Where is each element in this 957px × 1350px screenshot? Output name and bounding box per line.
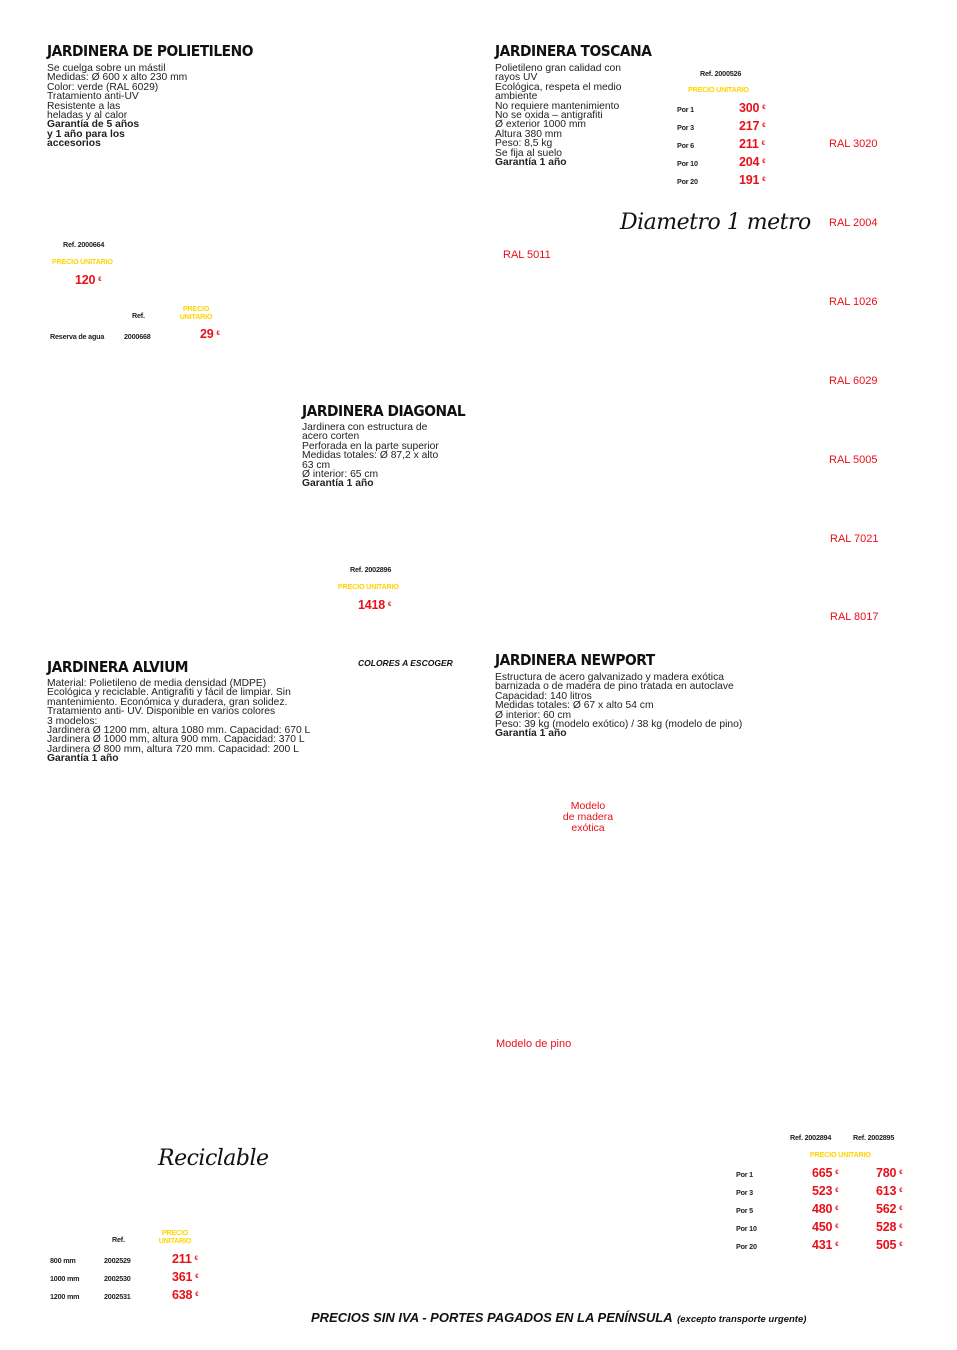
price-value-a: 480 € [812, 1202, 839, 1216]
newport-pine-note: Modelo de pino [496, 1038, 572, 1050]
accessory-price: 29 € [200, 327, 220, 341]
desc-line: Estructura de acero galvanizado y madera exótica [495, 672, 724, 683]
size-label: 1200 mm [50, 1292, 80, 1301]
desc-line: rayos UV [495, 72, 538, 84]
polietileno-price: 120 € [75, 273, 102, 287]
alvium-pu-header: PRECIO UNITARIO [158, 1228, 192, 1245]
alvium-price-row [50, 1270, 198, 1284]
desc-line: ambiente [495, 91, 538, 103]
qty-label: Por 3 [736, 1188, 753, 1197]
desc-line: Jardinera con estructura de [302, 422, 428, 433]
desc-line: Tratamiento anti-UV [47, 91, 139, 103]
alvium-ref-header: Ref. [112, 1235, 125, 1244]
accessory-ref: 2000668 [124, 332, 151, 341]
qty-label: Por 3 [677, 123, 694, 132]
alvium-colors-note: COLORES A ESCOGER [358, 658, 453, 668]
diagonal-ref: Ref. 2002896 [350, 565, 392, 574]
alvium-description [47, 679, 310, 764]
newport-price-row [736, 1220, 902, 1234]
newport-price-row [736, 1202, 902, 1216]
warranty-line: Garantía 1 año [47, 753, 119, 765]
desc-line: Ecológica y reciclable. Antigrafiti y fácil de limpiar. Sin [47, 687, 291, 699]
toscana-price-row [677, 173, 765, 187]
qty-label: Por 10 [736, 1224, 757, 1233]
ral-label: RAL 5011 [503, 249, 551, 261]
newport-exotic-note: Modelo de madera exótica [562, 800, 614, 834]
ral-label: RAL 3020 [829, 138, 878, 150]
price-value-b: 780 € [876, 1166, 903, 1180]
desc-line: Peso: 39 kg (modelo exótico) / 38 kg (modelo de pino) [495, 719, 743, 731]
qty-label: Por 1 [677, 105, 694, 114]
desc-line: Resistente a las [47, 100, 121, 112]
footer-small: (excepto transporte urgente) [677, 1314, 807, 1325]
price-value-a: 523 € [812, 1184, 839, 1198]
alvium-recyclable-note: Reciclable [158, 1146, 269, 1171]
footer-main: PRECIOS SIN IVA - PORTES PAGADOS EN LA PENÍNSULA [311, 1310, 673, 1325]
polietileno-description [47, 64, 187, 149]
toscana-price-row [677, 119, 765, 133]
desc-line: 3 modelos: [47, 715, 98, 727]
newport-ref-a: Ref. 2002894 [790, 1133, 832, 1142]
ral-label: RAL 8017 [830, 611, 879, 623]
desc-line: heladas y al calor [47, 110, 128, 122]
polietileno-title: JARDINERA DE POLIETILENO [47, 42, 254, 60]
newport-ref-b: Ref. 2002895 [853, 1133, 895, 1142]
qty-label: Por 6 [677, 141, 694, 150]
desc-line: 63 cm [302, 459, 331, 471]
footer-note [311, 1309, 806, 1327]
price-value: 361 € [172, 1270, 199, 1284]
diagonal-description [302, 423, 439, 489]
price-value-b: 562 € [876, 1202, 903, 1216]
warranty-line: Garantía 1 año [302, 478, 374, 490]
price-value: 204 € [739, 155, 766, 169]
warranty-line: accesorios [47, 138, 101, 150]
newport-description [495, 673, 742, 739]
ref-value: 2002529 [104, 1256, 131, 1265]
desc-line: Tratamiento anti- UV. Disponible en varios colores [47, 706, 276, 718]
price-value-b: 528 € [876, 1220, 903, 1234]
diagonal-pu-label: PRECIO UNITARIO [338, 582, 399, 591]
warranty-line: Garantía 1 año [495, 728, 567, 740]
desc-line: Medidas totales: Ø 87,2 x alto [302, 450, 439, 462]
desc-line: Peso: 8,5 kg [495, 138, 553, 150]
desc-line: Se fija al suelo [495, 147, 562, 159]
newport-price-row [736, 1184, 902, 1198]
desc-line: barnizada o de madera de pino tratada en autoclave [495, 681, 734, 693]
desc-line: Capacidad: 140 litros [495, 690, 592, 702]
warranty-line: y 1 año para los [47, 128, 125, 140]
desc-line: Color: verde (RAL 6029) [47, 81, 159, 93]
desc-line: Ø interior: 60 cm [495, 709, 572, 721]
desc-line: Ecológica, respeta el medio [495, 81, 622, 93]
desc-line: Altura 380 mm [495, 128, 562, 140]
qty-label: Por 10 [677, 159, 698, 168]
newport-price-row [736, 1238, 902, 1252]
accessory-ref-header: Ref. [132, 311, 145, 320]
toscana-ref: Ref. 2000526 [700, 69, 742, 78]
diagonal-title: JARDINERA DIAGONAL [302, 402, 466, 420]
qty-label: Por 5 [736, 1206, 753, 1215]
price-value-a: 665 € [812, 1166, 839, 1180]
diagonal-price: 1418 € [358, 598, 392, 612]
desc-line: No requiere mantenimiento [495, 100, 620, 112]
desc-line: Polietileno gran calidad con [495, 63, 621, 74]
size-label: 800 mm [50, 1256, 76, 1265]
price-value-b: 613 € [876, 1184, 903, 1198]
price-value: 211 € [172, 1252, 198, 1266]
warranty-line: Garantía 1 año [495, 157, 567, 169]
alvium-title: JARDINERA ALVIUM [47, 658, 189, 676]
price-value-a: 450 € [812, 1220, 839, 1234]
qty-label: Por 20 [736, 1242, 757, 1251]
toscana-description [495, 64, 622, 167]
toscana-diameter-note: Diametro 1 metro [620, 210, 811, 235]
price-value: 211 € [739, 137, 765, 151]
toscana-price-row [677, 155, 765, 169]
ral-label: RAL 7021 [830, 533, 879, 545]
price-value-a: 431 € [812, 1238, 839, 1252]
desc-line: Jardinera Ø 800 mm, altura 720 mm. Capacidad: 200 L [47, 743, 299, 755]
accessory-name: Reserva de agua [50, 332, 105, 341]
desc-line: Material: Polietileno de media densidad (MDPE) [47, 678, 267, 689]
alvium-price-row [50, 1288, 198, 1302]
ral-label: RAL 6029 [829, 375, 878, 387]
accessory-pu-header: PRECIO UNITARIO [179, 304, 213, 321]
polietileno-pu-label: PRECIO UNITARIO [52, 257, 113, 266]
price-value: 217 € [739, 119, 766, 133]
ral-label: RAL 1026 [829, 296, 878, 308]
qty-label: Por 1 [736, 1170, 753, 1179]
newport-pu-label: PRECIO UNITARIO [810, 1150, 871, 1159]
price-value: 638 € [172, 1288, 199, 1302]
ref-value: 2002530 [104, 1274, 131, 1283]
desc-line: acero corten [302, 431, 360, 443]
desc-line: Perforada en la parte superior [302, 440, 439, 452]
warranty-line: Garantía de 5 años [47, 119, 140, 131]
ral-label: RAL 5005 [829, 454, 878, 466]
toscana-price-row [677, 101, 765, 115]
price-value-b: 505 € [876, 1238, 903, 1252]
ral-label: RAL 2004 [829, 217, 878, 229]
desc-line: Ø interior: 65 cm [302, 469, 379, 481]
desc-line: Se cuelga sobre un mástil [47, 63, 166, 74]
desc-line: Medidas: Ø 600 x alto 230 mm [47, 72, 188, 84]
price-value: 191 € [739, 173, 766, 187]
desc-line: Ø exterior 1000 mm [495, 119, 586, 131]
desc-line: mantenimiento. Económica y duradera, gran solidez. [47, 696, 288, 708]
desc-line: Jardinera Ø 1000 mm, altura 900 mm. Capacidad: 370 L [47, 734, 305, 746]
desc-line: Jardinera Ø 1200 mm, altura 1080 mm. Capacidad: 670 L [47, 725, 311, 737]
newport-title: JARDINERA NEWPORT [495, 651, 655, 669]
toscana-title: JARDINERA TOSCANA [495, 42, 652, 60]
price-value: 300 € [739, 101, 766, 115]
polietileno-ref: Ref. 2000664 [63, 240, 105, 249]
toscana-pu-label: PRECIO UNITARIO [688, 85, 749, 94]
desc-line: No se oxida – antigrafiti [495, 110, 603, 122]
alvium-price-row [50, 1252, 198, 1266]
ref-value: 2002531 [104, 1292, 131, 1301]
toscana-price-row [677, 137, 765, 151]
desc-line: Medidas totales: Ø 67 x alto 54 cm [495, 700, 654, 712]
size-label: 1000 mm [50, 1274, 80, 1283]
newport-price-row [736, 1166, 902, 1180]
qty-label: Por 20 [677, 177, 698, 186]
